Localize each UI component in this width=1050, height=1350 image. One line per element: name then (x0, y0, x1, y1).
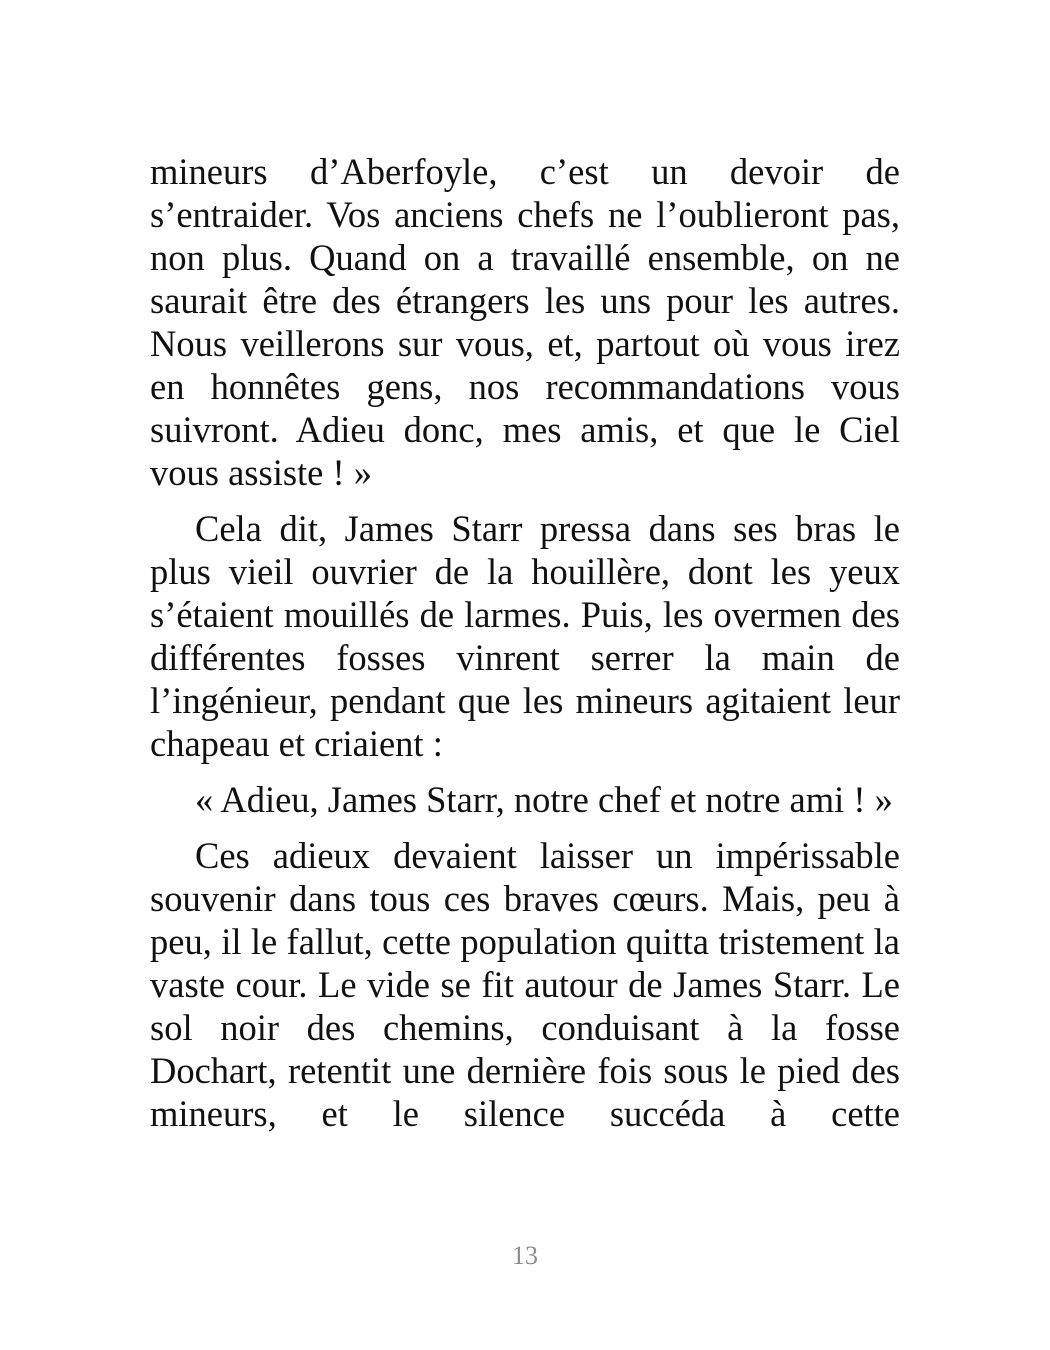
page-body (150, 150, 900, 1148)
paragraph-4: Ces adieux devaient laisser un impérissable souvenir dans tous ces braves cœurs. Mais, peu à peu, il le fallut, cette population quitta tristement la vaste cour. Le vide se fit autour de James Starr. Le sol noir des chemins, conduisant à la fosse Dochart, retentit une dernière fois sous le pied des mineurs, et le silence succéda à cette (150, 835, 900, 1134)
page-number: 13 (512, 1241, 538, 1270)
paragraph-3: « Adieu, James Starr, notre chef et notre ami ! » (195, 779, 893, 820)
paragraph-2: Cela dit, James Starr pressa dans ses bras le plus vieil ouvrier de la houillère, dont les yeux s’étaient mouillés de larmes. Puis, les overmen des différentes fosses vinrent serrer la main de l’ingénieur, pendant que les mineurs agitaient leur chapeau et criaient : (150, 508, 900, 764)
paragraph-1: mineurs d’Aberfoyle, c’est un devoir de s’entraider. Vos anciens chefs ne l’oublieront pas, non plus. Quand on a travaillé ensemble, on ne saurait être des étrangers les uns pour les autres. Nous veillerons sur vous, et, partout où vous irez en honnêtes gens, nos recommandations vous suivront. Adieu donc, mes amis, et que le Ciel vous assiste ! » (150, 151, 900, 493)
